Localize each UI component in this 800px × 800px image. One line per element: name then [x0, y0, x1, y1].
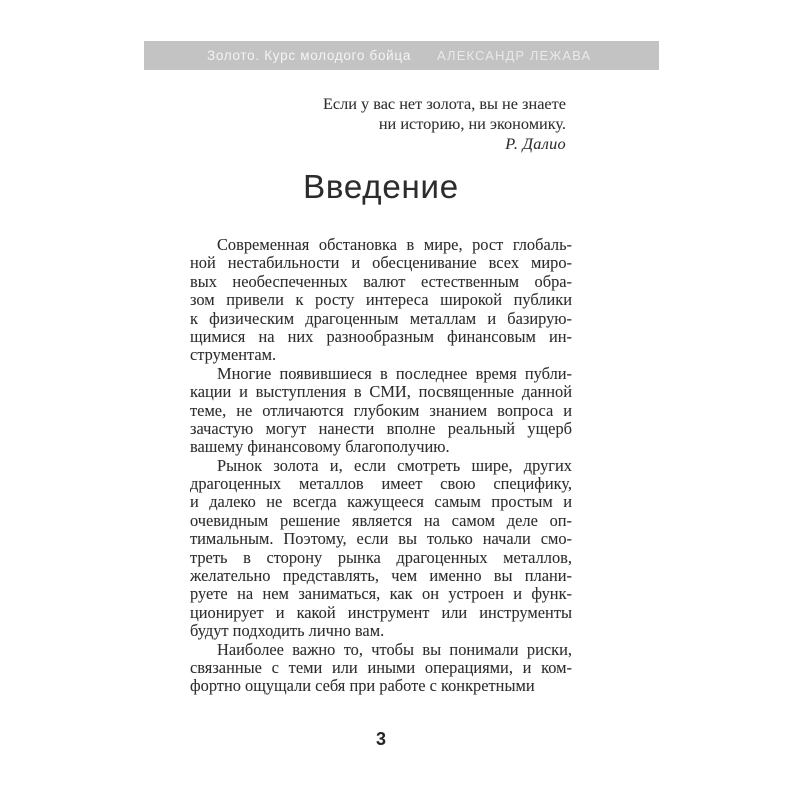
- body-line: ционирует и какой инструмент или инструменты: [190, 602, 572, 622]
- body-line: струментам.: [190, 345, 277, 365]
- body-text: [190, 236, 572, 696]
- epigraph-text: [323, 94, 566, 134]
- body-paragraph: [190, 457, 572, 641]
- body-line: ной нестабильности и обесценивание всех миро-: [190, 253, 572, 273]
- body-line: Наиболее важно то, чтобы вы понимали риски,: [217, 639, 572, 659]
- body-line: связанные с теми или иными операциями, и ком-: [190, 657, 572, 677]
- body-line: вашему финансовому благополучию.: [190, 437, 450, 457]
- body-line: кации и выступления в СМИ, посвященные данной: [190, 382, 572, 402]
- epigraph-line: ни историю, ни экономику.: [378, 114, 566, 133]
- body-paragraph: [190, 365, 572, 457]
- body-line: зачастую могут нанести вполне реальный ущерб: [190, 418, 572, 438]
- body-line: вых необеспеченных валют естественным обра-: [190, 271, 572, 291]
- body-paragraph: [190, 641, 572, 696]
- body-line: желательно представлять, чем именно вы плани-: [190, 566, 572, 586]
- body-line: и далеко не всегда кажущееся самым простым и: [190, 492, 572, 512]
- body-line: зом привели к росту интереса широкой публики: [190, 290, 572, 310]
- body-line: тимальным. Поэтому, если вы только начали смо-: [190, 529, 572, 549]
- body-line: щимися на них разнообразным финансовым ин-: [190, 326, 572, 346]
- body-line: фортно ощущали себя при работе с конкретными: [190, 676, 535, 696]
- epigraph-line: Если у вас нет золота, вы не знаете: [322, 94, 566, 113]
- body-paragraph: [190, 236, 572, 365]
- body-line: драгоценных металлов имеет свою специфику,: [190, 474, 572, 494]
- body-line: очевидным решение является на самом деле оп-: [190, 510, 572, 530]
- running-header: [144, 41, 659, 70]
- chapter-title: Введение: [303, 168, 459, 205]
- body-line: руете на нем заниматься, как он устроен и функ-: [190, 584, 572, 604]
- body-line: Многие появившиеся в последнее время публи-: [217, 363, 572, 383]
- body-line: Современная обстановка в мире, рост глобаль-: [217, 235, 572, 254]
- body-line: будут подходить лично вам.: [190, 621, 385, 641]
- epigraph-attribution: Р. Далио: [505, 134, 566, 153]
- header-book-title: Золото. Курс молодого бойца: [207, 48, 412, 63]
- header-author: АЛЕКСАНДР ЛЕЖАВА: [437, 48, 592, 63]
- body-line: треть в сторону рынка драгоценных металлов,: [190, 547, 572, 567]
- body-line: теме, не отличаются глубоким знанием вопроса и: [190, 400, 572, 420]
- body-line: Рынок золота и, если смотреть шире, других: [217, 455, 572, 475]
- body-line: к физическим драгоценным металлам и базирую-: [190, 308, 572, 328]
- page-number: 3: [375, 729, 386, 749]
- epigraph: [323, 94, 566, 154]
